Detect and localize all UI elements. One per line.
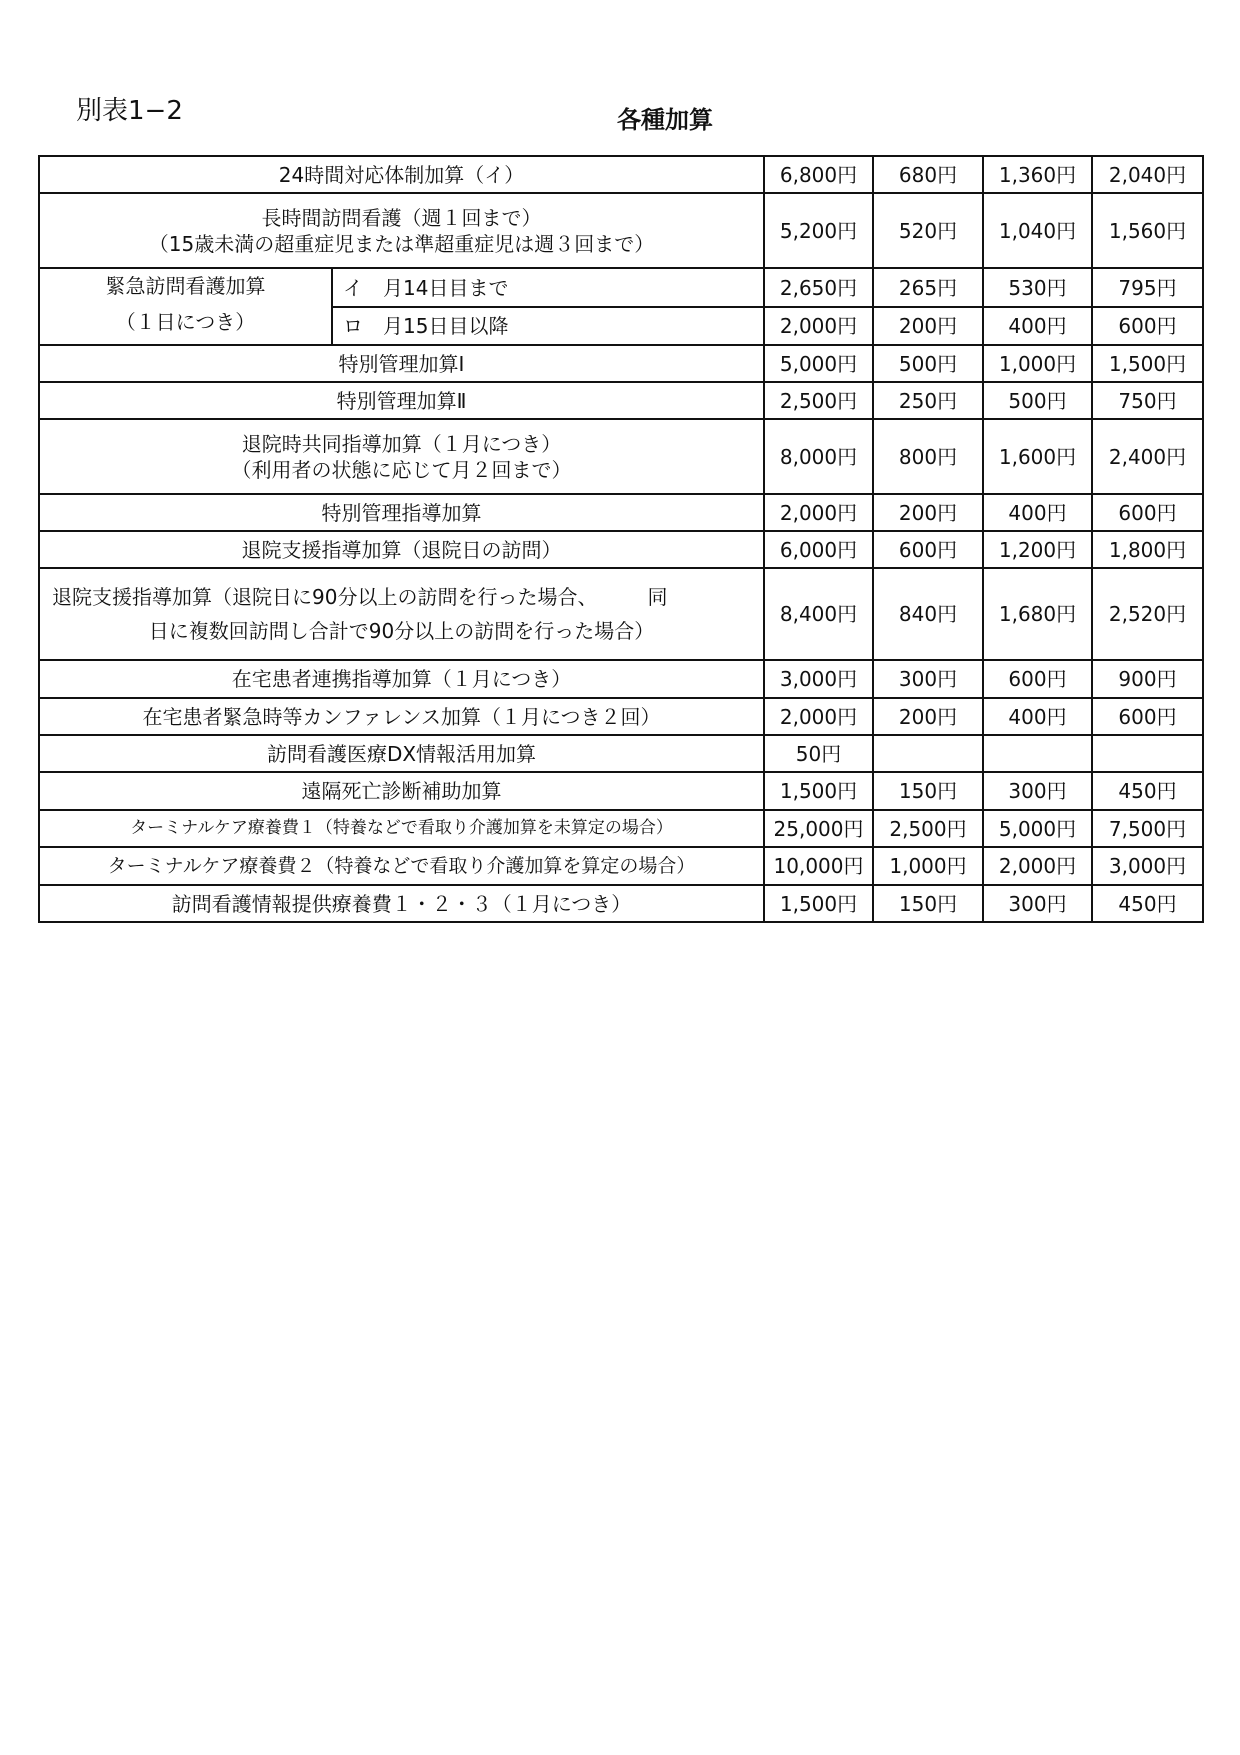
amount-cell: 600円 [983,660,1092,698]
amount-cell: 2,500円 [764,382,873,419]
item-name-note: （利用者の状態に応じて月２回まで） [231,457,572,482]
amount-cell: 1,500円 [764,772,873,810]
amount-cell-empty [1092,735,1203,772]
item-name: 特別管理指導加算 [39,494,764,531]
amount-cell: 8,400円 [764,568,873,660]
amount-cell: 10,000円 [764,847,873,885]
item-name-line: 退院時共同指導加算（１月につき） [241,431,562,456]
amount-cell: 2,000円 [764,494,873,531]
item-name [39,193,764,268]
table-row [39,568,1203,660]
amount-cell: 1,040円 [983,193,1092,268]
amount-cell: 6,800円 [764,156,873,193]
amount-cell: 500円 [873,345,983,382]
page-title: 各種加算 [617,106,713,134]
amount-cell: 600円 [1092,307,1203,345]
item-group-note: （１日につき） [115,310,256,334]
item-name: ターミナルケア療養費１（特養などで看取り介護加算を未算定の場合） [39,810,764,847]
amount-cell: 1,360円 [983,156,1092,193]
table-row [39,772,1203,810]
amount-cell: 2,000円 [764,307,873,345]
amount-cell: 2,040円 [1092,156,1203,193]
amount-cell: 400円 [983,494,1092,531]
item-group-line: 緊急訪問看護加算 [105,274,266,298]
amount-cell: 300円 [873,660,983,698]
table-row [39,156,1203,193]
item-name [39,568,764,660]
amount-cell: 6,000円 [764,531,873,568]
item-name-line: 退院支援指導加算（退院日に90分以上の訪問を行った場合、 同 [52,585,668,609]
item-name: 遠隔死亡診断補助加算 [39,772,764,810]
amount-cell: 900円 [1092,660,1203,698]
amount-cell: 800円 [873,419,983,494]
table-row [39,268,1203,307]
amount-cell: 2,400円 [1092,419,1203,494]
table-row [39,698,1203,735]
amount-cell: 530円 [983,268,1092,307]
fee-table [38,155,1204,923]
amount-cell: 1,560円 [1092,193,1203,268]
amount-cell: 1,600円 [983,419,1092,494]
item-name: 訪問看護医療DX情報活用加算 [39,735,764,772]
item-name-note: （15歳未満の超重症児または準超重症児は週３回まで） [148,231,655,256]
table-row [39,494,1203,531]
amount-cell: 1,680円 [983,568,1092,660]
table-row [39,847,1203,885]
table-row [39,735,1203,772]
amount-cell: 1,500円 [764,885,873,922]
amount-cell: 5,000円 [983,810,1092,847]
table-row [39,193,1203,268]
amount-cell: 150円 [873,885,983,922]
item-name: 24時間対応体制加算（イ） [39,156,764,193]
table-row [39,660,1203,698]
amount-cell: 300円 [983,885,1092,922]
amount-cell: 3,000円 [1092,847,1203,885]
amount-cell: 7,500円 [1092,810,1203,847]
sub-item-name: ロ 月15日目以降 [332,307,764,345]
amount-cell: 400円 [983,698,1092,735]
amount-cell: 400円 [983,307,1092,345]
amount-cell: 200円 [873,307,983,345]
amount-cell: 250円 [873,382,983,419]
item-name: ターミナルケア療養費２（特養などで看取り介護加算を算定の場合） [39,847,764,885]
amount-cell: 2,650円 [764,268,873,307]
amount-cell: 1,500円 [1092,345,1203,382]
table-label: 別表1−2 [76,96,183,126]
amount-cell: 3,000円 [764,660,873,698]
table-row [39,810,1203,847]
amount-cell: 2,000円 [764,698,873,735]
amount-cell: 1,200円 [983,531,1092,568]
amount-cell: 450円 [1092,772,1203,810]
amount-cell: 265円 [873,268,983,307]
amount-cell: 450円 [1092,885,1203,922]
amount-cell: 25,000円 [764,810,873,847]
amount-cell: 2,000円 [983,847,1092,885]
amount-cell-empty [983,735,1092,772]
amount-cell: 680円 [873,156,983,193]
amount-cell: 795円 [1092,268,1203,307]
amount-cell: 520円 [873,193,983,268]
amount-cell-empty [873,735,983,772]
table-row [39,345,1203,382]
amount-cell: 200円 [873,494,983,531]
amount-cell: 300円 [983,772,1092,810]
item-group-name [39,268,332,345]
amount-cell: 1,000円 [983,345,1092,382]
item-name: 特別管理加算Ⅰ [39,345,764,382]
amount-cell: 5,200円 [764,193,873,268]
amount-cell: 150円 [873,772,983,810]
amount-cell: 840円 [873,568,983,660]
item-name [39,419,764,494]
item-name: 特別管理加算Ⅱ [39,382,764,419]
table-row [39,885,1203,922]
amount-cell: 200円 [873,698,983,735]
amount-cell: 600円 [1092,698,1203,735]
amount-cell: 2,500円 [873,810,983,847]
amount-cell: 1,000円 [873,847,983,885]
table-row [39,382,1203,419]
amount-cell: 500円 [983,382,1092,419]
amount-cell: 2,520円 [1092,568,1203,660]
sub-item-name: イ 月14日目まで [332,268,764,307]
item-name-line: 長時間訪問看護（週１回まで） [261,205,542,230]
item-name: 退院支援指導加算（退院日の訪問） [39,531,764,568]
table-row [39,531,1203,568]
item-name-line: 日に複数回訪問し合計で90分以上の訪問を行った場合） [148,619,655,643]
item-name: 在宅患者連携指導加算（１月につき） [39,660,764,698]
item-name: 訪問看護情報提供療養費１・２・３（１月につき） [39,885,764,922]
amount-cell: 50円 [764,735,873,772]
amount-cell: 600円 [873,531,983,568]
amount-cell: 600円 [1092,494,1203,531]
table-row [39,419,1203,494]
amount-cell: 1,800円 [1092,531,1203,568]
amount-cell: 5,000円 [764,345,873,382]
item-name: 在宅患者緊急時等カンファレンス加算（１月につき２回） [39,698,764,735]
amount-cell: 8,000円 [764,419,873,494]
amount-cell: 750円 [1092,382,1203,419]
